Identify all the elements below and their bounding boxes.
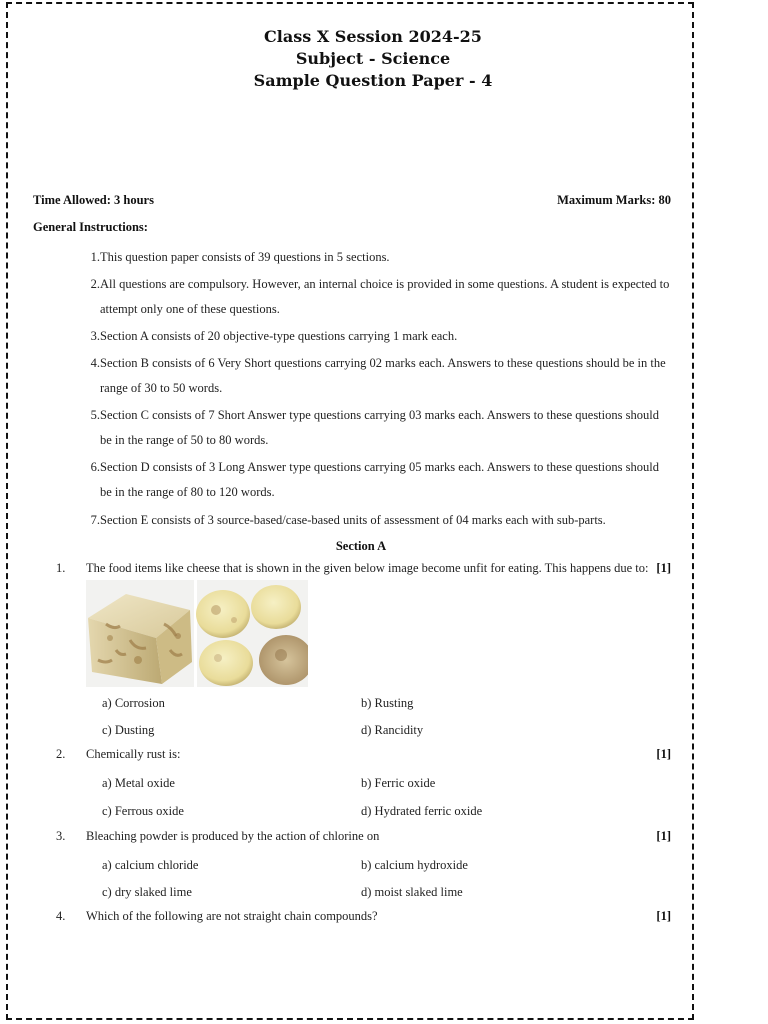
time-allowed: Time Allowed: 3 hours [33,193,154,207]
instruction-text: Section A consists of 20 objective-type questions carrying 1 mark each. [100,329,458,343]
instruction-number: 3. [90,329,100,343]
instruction-number: 1. [90,250,100,264]
question-marks: [1] [656,561,671,575]
instruction-text-cont: attempt only one of these questions. [100,302,280,316]
question-marks: [1] [656,829,671,843]
option-b: b) Ferric oxide [361,776,436,790]
instruction-text: Section B consists of 6 Very Short questions carrying 02 marks each. Answers to these questions should be in the [100,356,666,370]
instruction-item [86,455,670,505]
question-number: 4. [56,909,66,923]
question-text: Chemically rust is: [86,747,181,761]
instruction-item [86,324,670,349]
option-b: b) Rusting [361,696,414,710]
instruction-item [86,508,670,533]
section-a-title: Section A [335,539,387,553]
instruction-item [86,245,670,270]
instruction-item [86,351,670,401]
instruction-text: Section E consists of 3 source-based/case-based units of assessment of 04 marks each with sub-parts. [100,513,606,527]
option-a: a) Metal oxide [102,776,175,790]
cheese-image [86,580,308,687]
question-text: Bleaching powder is produced by the action of chlorine on [86,829,380,843]
instruction-text: This question paper consists of 39 questions in 5 sections. [100,250,390,264]
question-text: The food items like cheese that is shown in the given below image become unfit for eating. This happens due to: [86,561,649,575]
instruction-number: 4. [90,356,100,370]
option-b: b) calcium hydroxide [361,858,468,872]
instruction-number: 6. [90,460,100,474]
instruction-text: All questions are compulsory. However, an internal choice is provided in some questions. A student is expected to [100,277,670,291]
question-number: 2. [56,747,66,761]
instruction-text-cont: range of 30 to 50 words. [100,381,223,395]
session-title: Class X Session 2024-25 [264,27,482,46]
option-a: a) calcium chloride [102,858,199,872]
instruction-number: 7. [90,513,100,527]
question-text: Which of the following are not straight chain compounds? [86,909,378,923]
option-c: c) Dusting [102,723,155,737]
instruction-number: 2. [90,277,100,291]
option-d: d) Hydrated ferric oxide [361,804,483,818]
question-number: 3. [56,829,66,843]
meta-row [33,193,671,208]
instruction-text: Section D consists of 3 Long Answer type questions carrying 05 marks each. Answers to these questions should [100,460,659,474]
question-marks: [1] [656,747,671,761]
general-instructions-title: General Instructions: [33,220,148,234]
question-number: 1. [56,561,66,575]
subject-title: Subject - Science [295,49,451,68]
option-a: a) Corrosion [102,696,165,710]
paper-header [0,26,746,92]
max-marks: Maximum Marks: 80 [557,193,671,207]
option-d: d) Rancidity [361,723,424,737]
question-marks: [1] [656,909,671,923]
option-c: c) dry slaked lime [102,885,192,899]
instruction-number: 5. [90,408,100,422]
option-c: c) Ferrous oxide [102,804,184,818]
paper-title: Sample Question Paper - 4 [253,71,493,90]
instruction-text: Section C consists of 7 Short Answer type questions carrying 03 marks each. Answers to these questions should [100,408,659,422]
option-d: d) moist slaked lime [361,885,463,899]
instruction-text-cont: be in the range of 50 to 80 words. [100,433,269,447]
instruction-item [86,272,670,322]
instruction-item [86,403,670,453]
instruction-text-cont: be in the range of 80 to 120 words. [100,485,275,499]
